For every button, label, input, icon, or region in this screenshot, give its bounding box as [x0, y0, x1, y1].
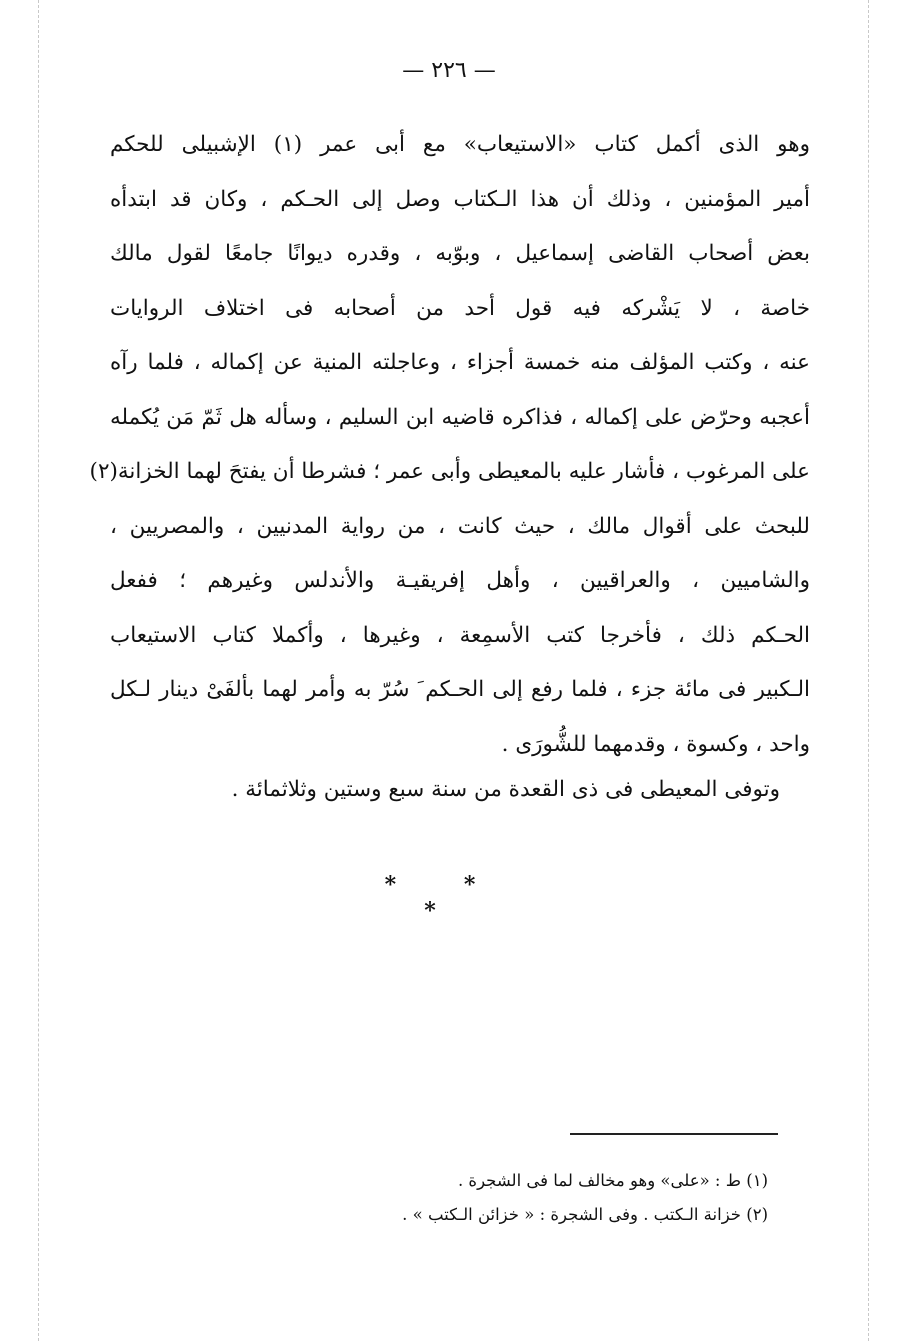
text-line: وهو الذى أكمل كتاب «الاستيعاب» مع أبى عمر (١) الإشبيلى للحكم: [110, 132, 810, 157]
section-ornament: * * *: [384, 872, 506, 924]
text-line: أعجبه وحرّض على إكماله ، فذاكره قاضيه ابن السليم ، وسأله هل ثَمّ مَن يُكمله: [110, 404, 810, 430]
closing-sentence: وتوفى المعيطى فى ذى القعدة من سنة سبع وستين وثلاثمائة .: [231, 777, 780, 802]
text-line: أمير المؤمنين ، وذلك أن هذا الـكتاب وصل إلى الحـكم ، وكان قد ابتدأه: [110, 186, 810, 212]
footnote-divider: [570, 1133, 778, 1135]
text-line: للبحث على أقوال مالك ، حيث كانت ، من رواية المدنيين ، والمصريين ،: [110, 513, 810, 539]
text-line: خاصة ، لا يَشْركه فيه قول أحد من أصحابه فى اختلاف الروايات: [110, 295, 810, 321]
footnote-2: (٢) خزانة الـكتب . وفى الشجرة : « خزائن الـكتب » .: [402, 1205, 768, 1224]
text-line: على المرغوب ، فأشار عليه بالمعيطى وأبى عمر ؛ فشرطا أن يفتحَ لهما الخزانة(٢): [89, 459, 810, 484]
scan-fold-line-left: [38, 0, 39, 1341]
text-line: الـكبير فى مائة جزء ، فلما رفع إلى الحـكم َ سُرّ به وأمر لهما بألفَىْ دينار لـكل: [110, 677, 810, 702]
text-line: واحد ، وكسوة ، وقدمهما للشُّورَى .: [501, 731, 810, 757]
footnote-1: (١) ط : «على» وهو مخالف لما فى الشجرة .: [457, 1171, 768, 1190]
main-paragraph: [89, 118, 810, 772]
footnotes: [300, 1164, 768, 1232]
text-line: عنه ، وكتب المؤلف منه خمسة أجزاء ، وعاجلته المنية عن إكماله ، فلما رآه: [110, 350, 810, 375]
text-line: الحـكم ذلك ، فأخرجا كتب الأسمِعة ، وغيرها ، وأكملا كتاب الاستيعاب: [110, 622, 810, 648]
text-line: والشاميين ، والعراقيين ، وأهل إفريقيـة والأندلس وغيرهم ؛ ففعل: [110, 568, 810, 593]
text-line: بعض أصحاب القاضى إسماعيل ، وبوّبه ، وقدره ديوانًا جامعًا لقول مالك: [110, 241, 810, 266]
page-number: — ٢٢٦ —: [402, 58, 496, 83]
scan-fold-line-right: [868, 0, 869, 1341]
